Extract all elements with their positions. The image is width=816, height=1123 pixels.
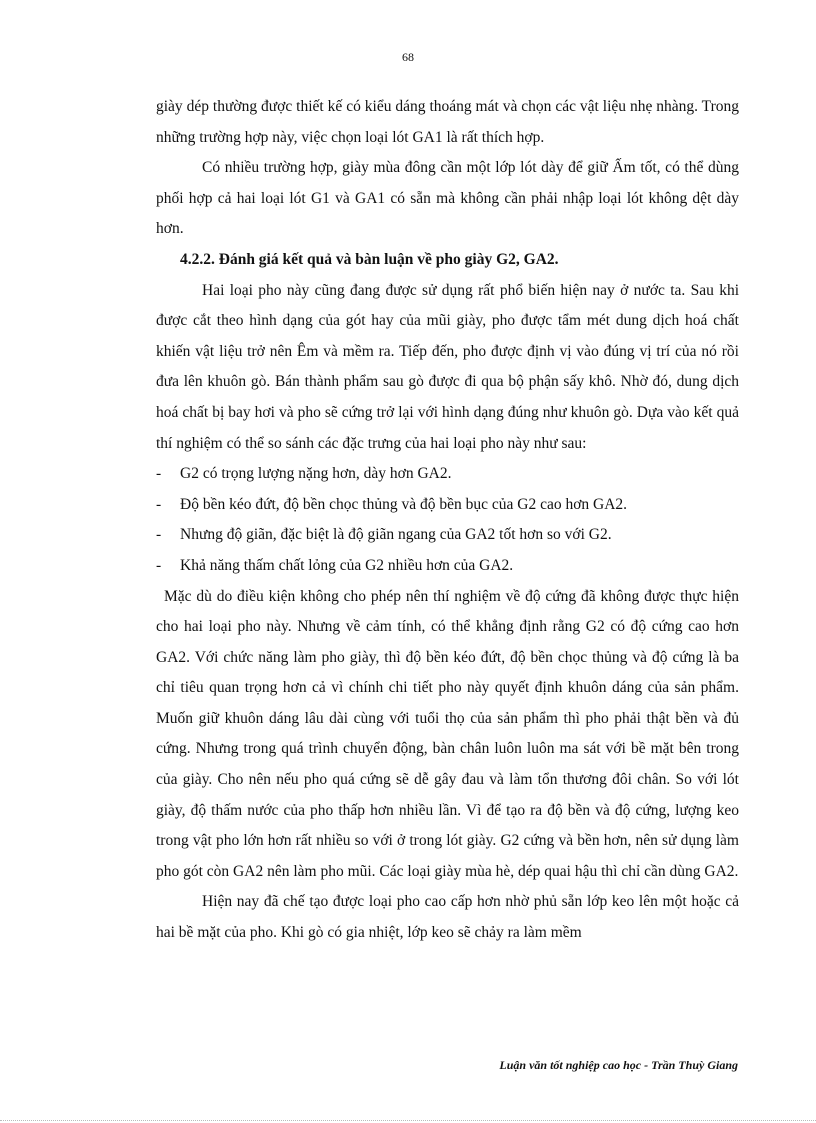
paragraph-hardness: Mặc dù do điều kiện không cho phép nên thí nghiệm về độ cứng đã không được thực hiện cho hai loại pho này. Nhưng về cảm tính, có thể khẳng định rằng G2 có độ cứng cao hơn GA2. Với chức năng làm pho giày, thì độ bền kéo đứt, độ bền chọc thủng và độ cứng là ba chỉ tiêu quan trọng hơn cả vì chính chi tiết pho này quyết định khuôn dáng của sản phẩm. Muốn giữ khuôn dáng lâu dài cùng với tuổi thọ của sản phẩm thì pho phải thật bền và đủ cứng. Nhưng trong quá trình chuyển động, bàn chân luôn luôn ma sát với bề mặt bên trong của giày. Cho nên nếu pho quá cứng sẽ dễ gây đau và làm tổn thương đôi chân. So với lót giày, độ thấm nước của pho thấp hơn nhiều lần. Vì để tạo ra độ bền và độ cứng, lượng keo trong vật pho lớn hơn rất nhiều so với ở trong lót giày. G2 cứng và bền hơn, nên sử dụng làm pho gót còn GA2 nên làm pho mũi. Các loại giày mùa hè, dép quai hậu thì chỉ cần dùng GA2.	[156, 587, 739, 880]
dash-marker: -	[156, 556, 162, 574]
paragraph-winter-lining: Có nhiều trường hợp, giày mùa đông cần một lớp lót dày để giữ Ấm tốt, có thể dùng phối hợp cả hai loại lót G1 và GA1 có sẵn mà không cần phải nhập loại lót không dệt dày hơn.	[156, 159, 739, 238]
bottom-divider	[0, 1120, 816, 1121]
dash-marker: -	[156, 465, 162, 483]
list-item	[156, 520, 739, 551]
list-item-text: Nhưng độ giãn, đặc biệt là độ giãn ngang của GA2 tốt hơn so với G2.	[180, 526, 612, 544]
list-item-text: Khả năng thấm chất lỏng của G2 nhiều hơn của GA2.	[180, 556, 514, 574]
comparison-list	[156, 459, 739, 581]
document-body	[156, 92, 739, 949]
dash-marker: -	[156, 495, 162, 513]
footer-thesis-credit: Luận văn tốt nghiệp cao học - Trần Thuỳ Giang	[499, 1058, 738, 1072]
section-heading: 4.2.2. Đánh giá kết quả và bàn luận về pho giày G2, GA2.	[180, 250, 559, 268]
dash-marker: -	[156, 526, 162, 544]
list-item	[156, 490, 739, 521]
paragraph-section-intro: Hai loại pho này cũng đang được sử dụng rất phổ biến hiện nay ở nước ta. Sau khi được cắt theo hình dạng của gót hay của mũi giày, pho được tẩm mét dung dịch hoá chất khiến vật liệu trở nên Êm và mềm ra. Tiếp đến, pho được định vị vào đúng vị trí của nó rồi đưa lên khuôn gò. Bán thành phẩm sau gò được đi qua bộ phận sấy khô. Nhờ đó, dung dịch hoá chất bị bay hơi và pho sẽ cứng trở lại với hình dạng đúng như khuôn gò. Dựa vào kết quả thí nghiệm có thể so sánh các đặc trưng của hai loại pho này như sau:	[156, 281, 739, 452]
list-item	[156, 459, 739, 490]
list-item-text: G2 có trọng lượng nặng hơn, dày hơn GA2.	[180, 465, 452, 483]
list-item-text: Độ bền kéo đứt, độ bền chọc thủng và độ bền bục của G2 cao hơn GA2.	[180, 495, 628, 513]
list-item	[156, 551, 739, 582]
page-number: 68	[402, 50, 414, 64]
paragraph-continuation: giày dép thường được thiết kế có kiểu dáng thoáng mát và chọn các vật liệu nhẹ nhàng. Trong những trường hợp này, việc chọn loại lót GA1 là rất thích hợp.	[156, 98, 739, 146]
paragraph-premium-pho: Hiện nay đã chế tạo được loại pho cao cấp hơn nhờ phủ sẵn lớp keo lên một hoặc cả hai bề mặt của pho. Khi gò có gia nhiệt, lớp keo sẽ chảy ra làm mềm	[156, 893, 739, 942]
